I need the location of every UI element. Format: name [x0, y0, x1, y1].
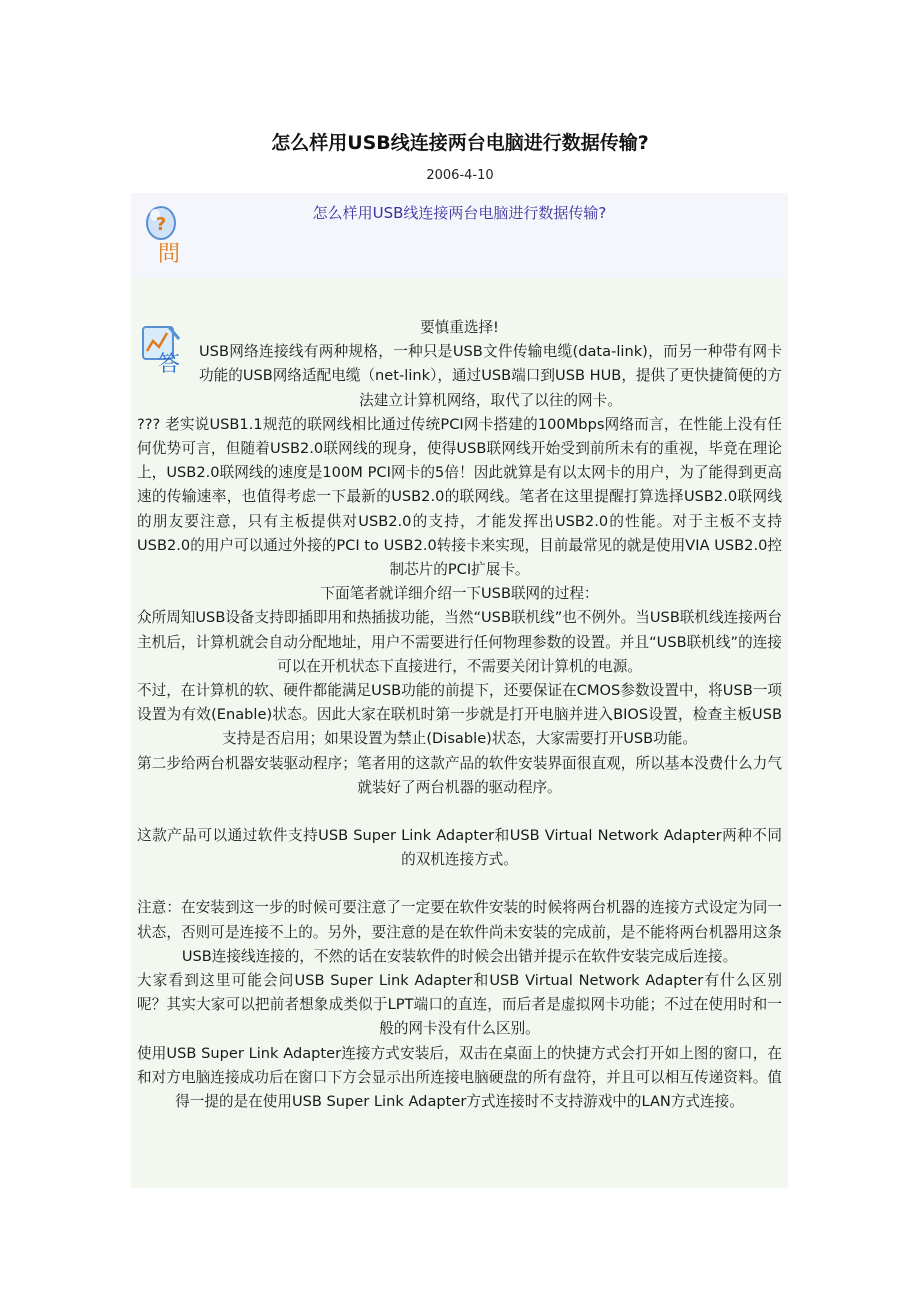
- answer-paragraph-10: 使用USB Super Link Adapter连接方式安装后，双击在桌面上的快捷方式会打开如上图的窗口，在和对方电脑连接成功后在窗口下方会显示出所连接电脑硬盘的所有盘符，并且可以相互传递资料。值得一提的是在使用USB Super Link Adapter方式连接时不支持游戏中的LAN方式连接。: [137, 1044, 782, 1111]
- answer-icon-label: 答: [157, 352, 181, 375]
- article-title: 怎么样用USB线连接两台电脑进行数据传输?: [271, 132, 649, 154]
- answer-paragraph-2: ??? 老实说USB1.1规范的联网线相比通过传统PCI网卡搭建的100Mbps网络而言，在性能上没有任何优势可言，但随着USB2.0联网线的现身，使得USB联网线开始受到前所未有的重视，毕竟在理论上，USB2.0联网线的速度是100M PCI网卡的5倍！因此就算是有以太网卡的用户，为了能得到更高速的传输速率，也值得考虑一下最新的USB2.0的联网线。笔者在这里提醒打算选择USB2.0联网线的朋友要注意，只有主板提供对USB2.0的支持，才能发挥出USB2.0的性能。对于主板不支持USB2.0的用户可以通过外接的PCI to USB2.0转接卡来实现，目前最常见的就是使用VIA USB2.0控制芯片的PCI扩展卡。: [137, 415, 782, 579]
- answer-panel: [131, 278, 788, 1188]
- answer-paragraph-4: 众所周知USB设备支持即插即用和热插拔功能，当然“USB联机线”也不例外。当USB联机线连接两台主机后，计算机就会自动分配地址，用户不需要进行任何物理参数的设置。并且“USB联机线”的连接可以在开机状态下直接进行，不需要关闭计算机的电源。: [137, 609, 782, 675]
- answer-paragraph-7: 这款产品可以通过软件支持USB Super Link Adapter和USB Virtual Network Adapter两种不同的双机连接方式。: [137, 827, 782, 869]
- answer-content: [137, 316, 782, 1114]
- question-text: 怎么样用USB线连接两台电脑进行数据传输?: [312, 204, 607, 222]
- answer-paragraph-3: 下面笔者就详细介绍一下USB联网的过程：: [320, 585, 599, 603]
- answer-heading: 要慎重选择!: [420, 319, 499, 336]
- answer-paragraph-1: USB网络连接线有两种规格，一种只是USB文件传输电缆(data-link)，而另一种带有网卡功能的USB网络适配电缆（net-link），通过USB端口到USB HUB，提供了更快捷简便的方法建立计算机网络，取代了以往的网卡。: [199, 343, 782, 409]
- answer-paragraph-8: 注意：在安装到这一步的时候可要注意了一定要在软件安装的时候将两台机器的连接方式设定为同一状态，否则可是连接不上的。另外，要注意的是在软件尚未安装的完成前，是不能将两台机器用这条USB连接线连接的，不然的话在安装软件的时候会出错并提示在软件安装完成后连接。: [137, 899, 782, 965]
- answer-paragraph-9: 大家看到这里可能会问USB Super Link Adapter和USB Virtual Network Adapter有什么区别呢？其实大家可以把前者想象成类似于LPT端口的直连，而后者是虚拟网卡功能；不过在使用时和一般的网卡没有什么区别。: [137, 972, 782, 1038]
- svg-text:?: ?: [155, 214, 167, 235]
- answer-paragraph-5: 不过，在计算机的软、硬件都能满足USB功能的前提下，还要保证在CMOS参数设置中，将USB一项设置为有效(Enable)状态。因此大家在联机时第一步就是打开电脑并进入BIOS设置，检查主板USB支持是否启用；如果设置为禁止(Disable)状态，大家需要打开USB功能。: [137, 682, 782, 748]
- article-date: 2006-4-10: [426, 168, 494, 183]
- question-icon-label: 問: [157, 242, 181, 265]
- question-panel: [131, 193, 788, 278]
- answer-paragraph-6: 第二步给两台机器安装驱动程序；笔者用的这款产品的软件安装界面很直观，所以基本没费什么力气就装好了两台机器的驱动程序。: [137, 754, 782, 796]
